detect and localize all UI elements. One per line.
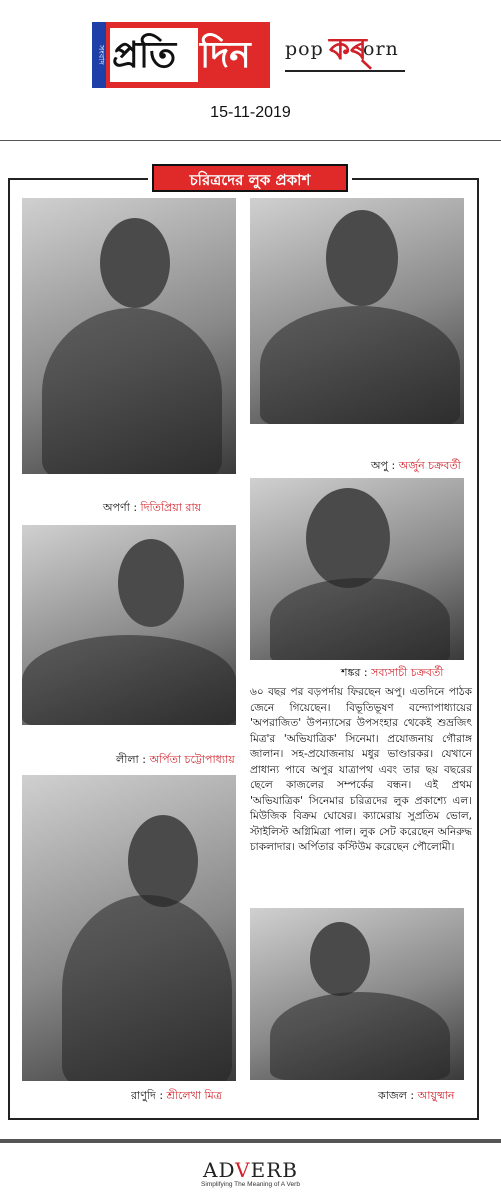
photo-ranudi <box>22 775 236 1081</box>
pop-right: orn <box>363 38 399 60</box>
adverb-logo: ADVERB <box>203 1158 298 1182</box>
caption-aparna: অপর্ণা : দিতিপ্রিয়া রায় <box>103 501 202 514</box>
photo-apu <box>250 198 464 424</box>
divider <box>0 140 501 141</box>
photo-leela <box>22 525 236 725</box>
popcorn-logo <box>285 30 410 75</box>
photo-shankar <box>250 478 464 660</box>
caption-leela: লীলা : অর্পিতা চট্টোপাধ্যায় <box>116 753 235 766</box>
masthead-title-part1: প্রতি <box>112 34 177 76</box>
headline-box <box>148 162 352 196</box>
issue-date: 15-11-2019 <box>210 104 291 121</box>
photo-aparna <box>22 198 236 474</box>
footer-divider <box>0 1139 501 1143</box>
adverb-tagline: Simplifying The Meaning of A Verb <box>201 1181 300 1188</box>
pop-left: pop <box>285 38 324 60</box>
pop-mid: কৰ্ <box>329 32 367 67</box>
masthead-logo <box>92 22 270 88</box>
caption-shankar: শঙ্কর : সব্যসাচী চক্রবর্তী <box>341 666 444 679</box>
headline: চরিত্রদের লুক প্রকাশ <box>152 164 348 192</box>
article-body: ৬০ বছর পর বড়পর্দায় ফিরছেন অপু। এতদিনে পাঠক জেনে গিয়েছেন। বিভূতিভূষণ বন্দ্যোপাধ্যায়ের 'অপরাজিত' উপন্যাসের উপসংহার থেকেই শুভ্রজিৎ মিত্র'র 'অভিযাত্রিক' সিনেমা। প্রযোজনায় গৌরাঙ্গ জালান। সহ-প্রযোজনায় মধুর ভাণ্ডারকর। যেখানে প্রাধান্য পাবে অপুর যাত্রাপথ এবং তার ছয় বছরের ছেলে কাজলের সম্পর্কের বন্ধন। এই প্রথম 'অভিযাত্রিক' সিনেমার চরিত্রদের লুক প্রকাশ্যে এল। মিউজিক বিক্রম ঘোষের। ক্যামেরায় সুপ্রতিম ভোল, স্টাইলিস্ট অগ্নিমিত্রা পাল। লুক সেট করেছেন অনিরুদ্ধ চাকলাদার। অর্পিতার কস্টিউম করেছেন পৌলোমী। <box>250 686 472 853</box>
photo-kajal <box>250 908 464 1080</box>
masthead-title-part2: দিন <box>200 34 251 76</box>
caption-apu: অপু : অর্জুন চক্রবর্তী <box>371 459 461 472</box>
caption-kajal: কাজল : আয়ুষ্মান <box>378 1089 455 1102</box>
caption-ranudi: রাণুদি : শ্রীলেখা মিত্র <box>131 1089 222 1102</box>
masthead-side-label: সংবাদ <box>92 22 106 88</box>
